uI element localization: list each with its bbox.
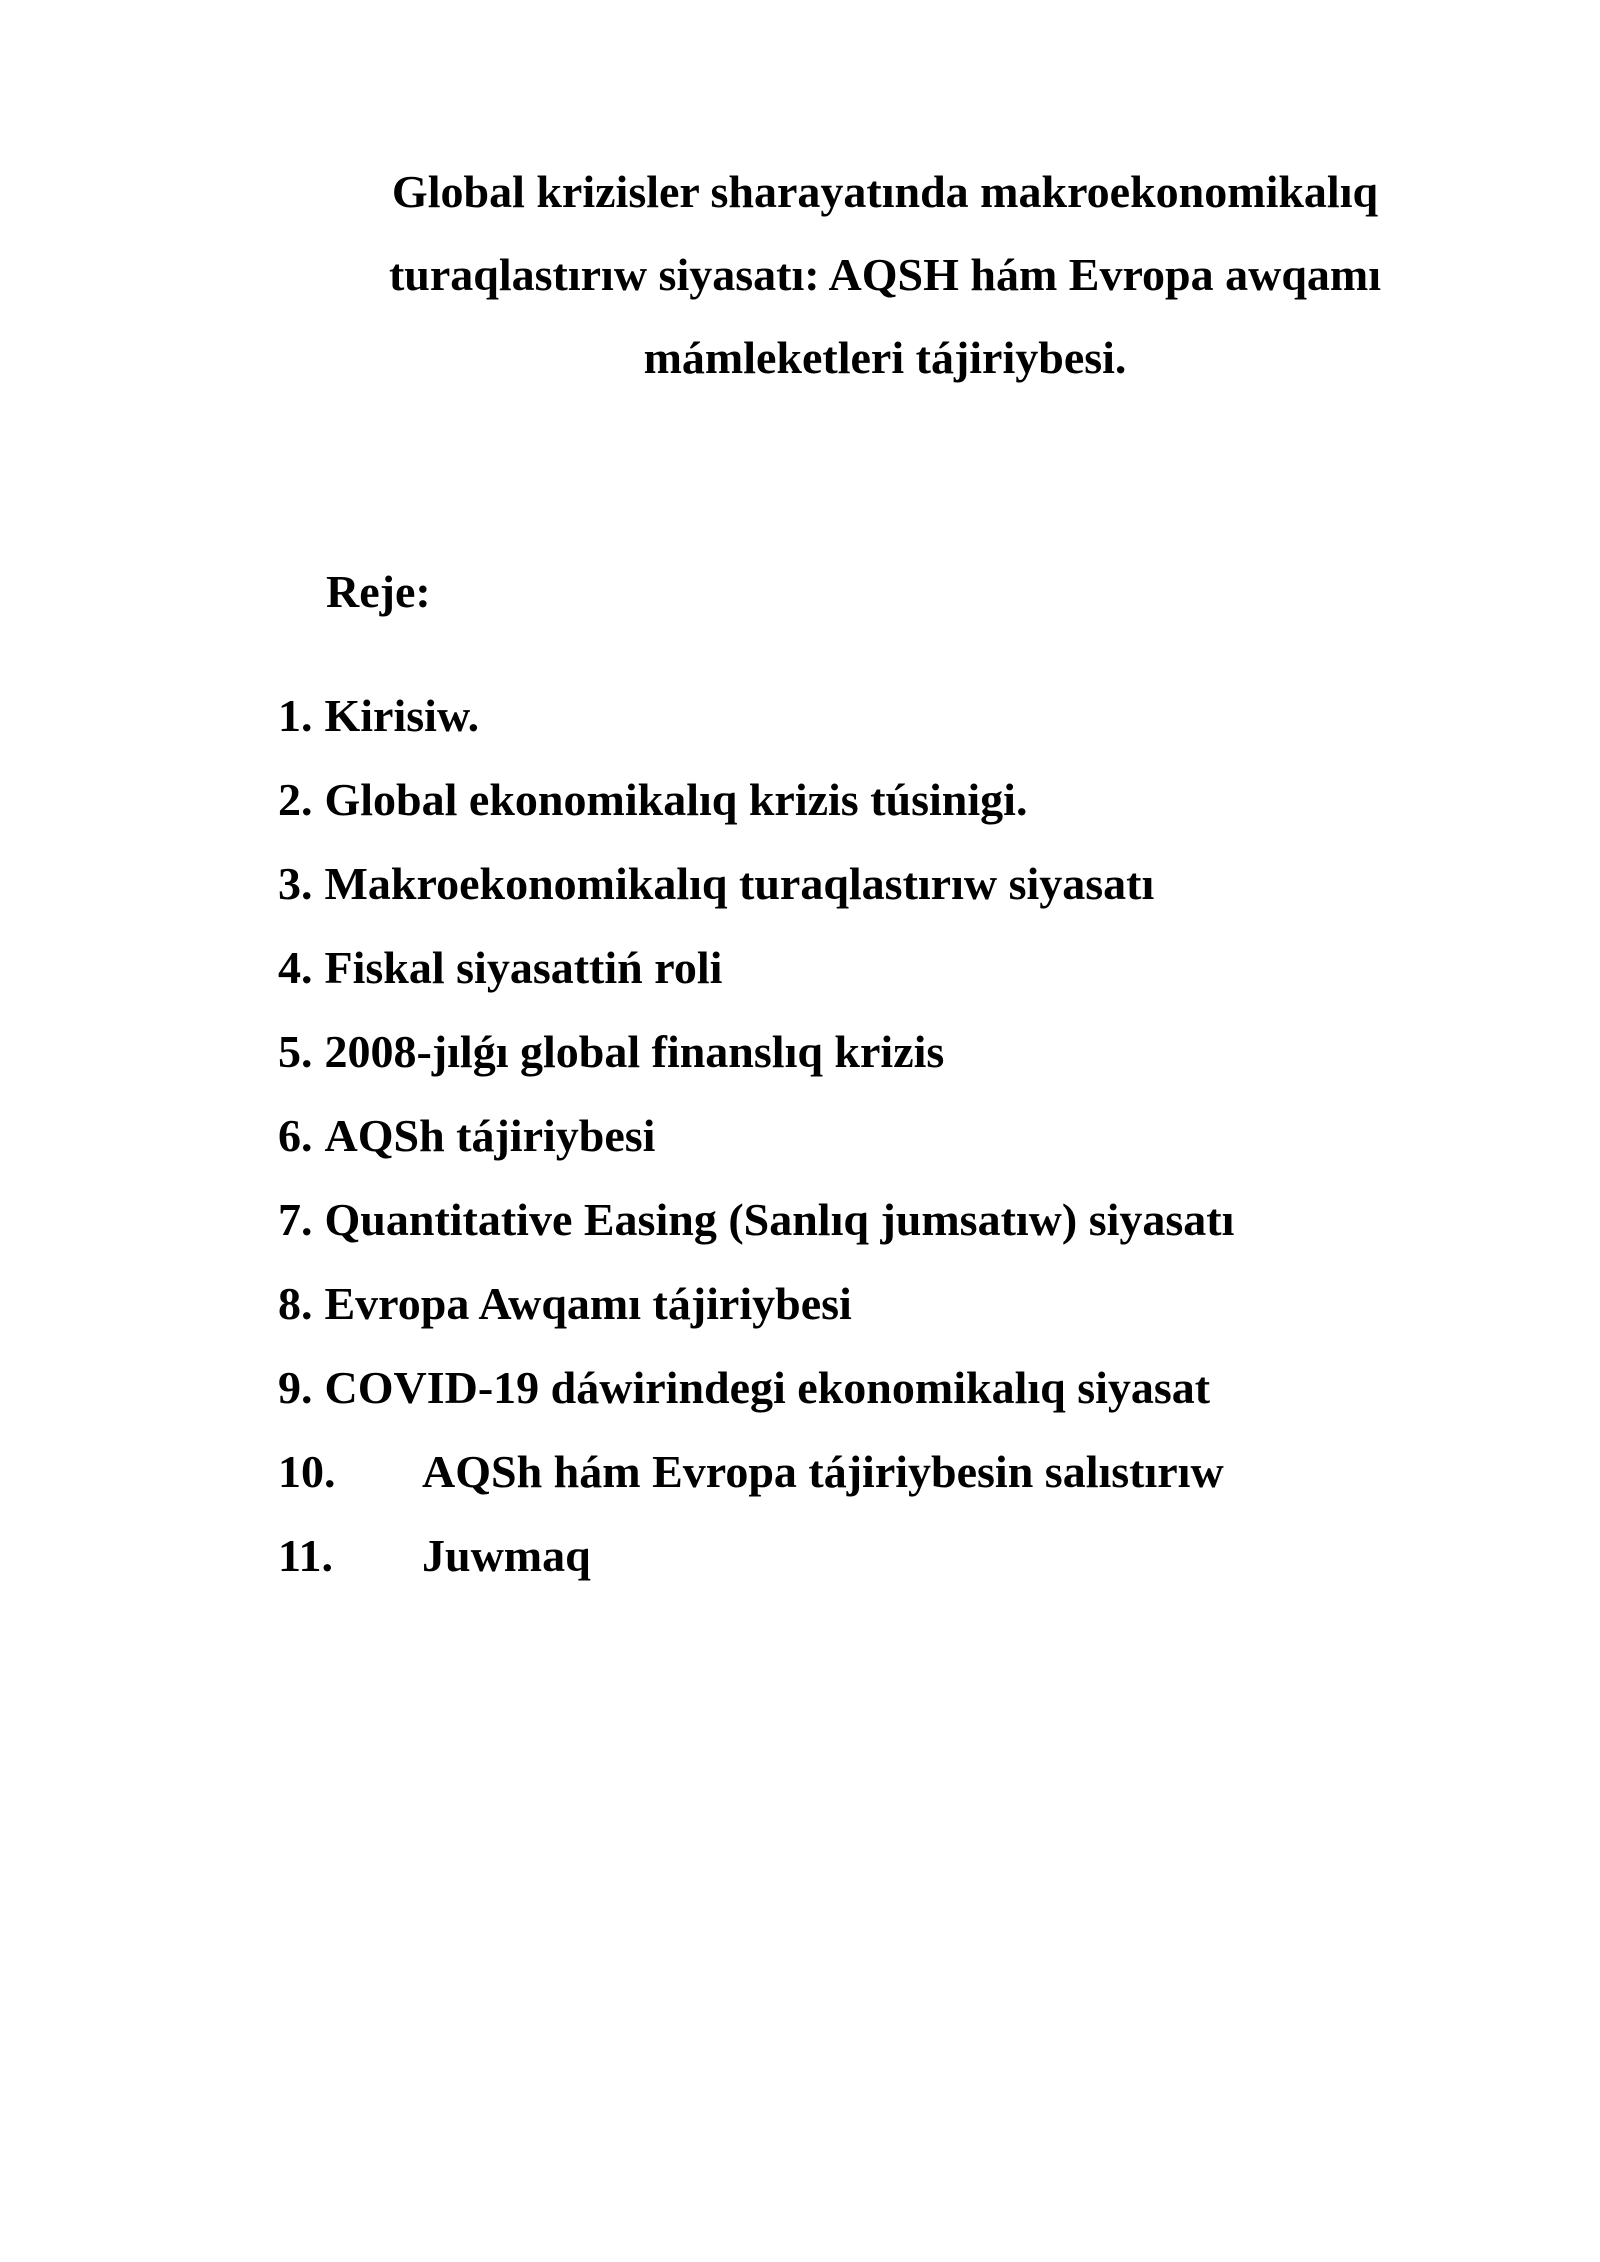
list-item-text: COVID-19 dáwirindegi ekonomikalıq siyasat (324, 1362, 1211, 1413)
list-item-number: 6. (278, 1110, 313, 1161)
list-item (278, 1274, 1234, 1358)
list-item-text: Kirisiw. (324, 690, 480, 741)
list-item-text: Fiskal siyasattiń roli (324, 942, 723, 993)
list-item (278, 686, 1234, 770)
list-item-number: 10. (278, 1446, 336, 1497)
list-item-text: 2008-jılǵı global finanslıq krizis (324, 1026, 945, 1077)
list-item-number: 7. (278, 1194, 313, 1245)
list-item-text: Quantitative Easing (Sanlıq jumsatıw) siyasatı (324, 1194, 1235, 1245)
list-item-number: 2. (278, 774, 313, 825)
list-item-number: 5. (278, 1026, 313, 1077)
list-item (278, 1358, 1234, 1442)
plan-list (278, 686, 1234, 1610)
list-item (278, 1106, 1234, 1190)
list-item (278, 854, 1234, 938)
list-item-text: Makroekonomikalıq turaqlastırıw siyasatı (324, 858, 1155, 909)
list-item-number: 4. (278, 942, 313, 993)
list-item-number: 1. (278, 690, 313, 741)
title-line: mámleketleri tájiriybesi. (643, 332, 1127, 383)
list-item-number: 11. (278, 1530, 333, 1581)
list-item-text: Global ekonomikalıq krizis túsinigi. (324, 774, 1028, 825)
document-title (300, 150, 1470, 399)
title-line: turaqlastırıw siyasatı: AQSH hám Evropa awqamı (388, 249, 1382, 300)
list-item-text: Evropa Awqamı tájiriybesi (324, 1278, 852, 1329)
list-item (278, 938, 1234, 1022)
list-item-text: AQSh tájiriybesi (324, 1110, 656, 1161)
list-item-text: Juwmaq (422, 1530, 591, 1581)
list-item (278, 1190, 1234, 1274)
list-item-number: 3. (278, 858, 313, 909)
plan-heading: Reje: (326, 566, 431, 617)
list-item-text: AQSh hám Evropa tájiriybesin salıstırıw (422, 1446, 1224, 1497)
list-item-number: 9. (278, 1362, 313, 1413)
title-line: Global krizisler sharayatında makroekonomikalıq (391, 166, 1379, 217)
list-item (278, 1526, 1234, 1610)
list-item (278, 1022, 1234, 1106)
list-item (278, 770, 1234, 854)
list-item (278, 1442, 1234, 1526)
list-item-number: 8. (278, 1278, 313, 1329)
